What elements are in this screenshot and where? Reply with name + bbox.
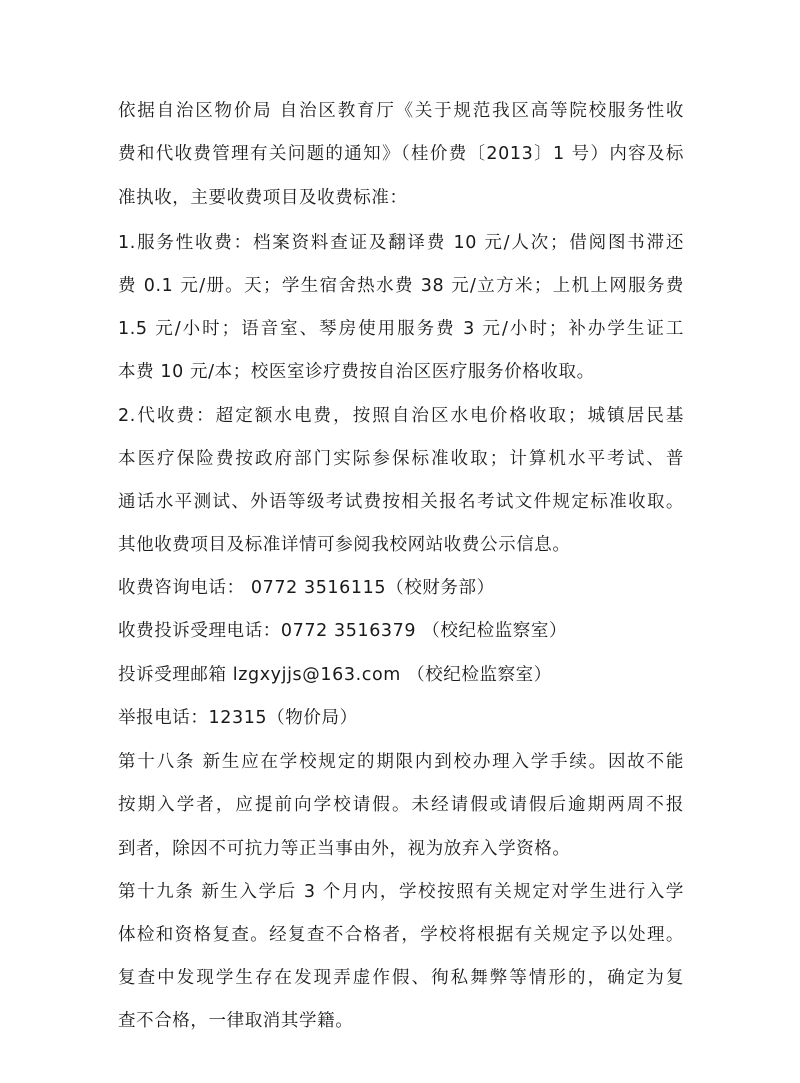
text-line: 依据自治区物价局 自治区教育厅《关于规范我区高等院校服务性收 [118, 101, 684, 121]
text-line: 1.5 元/小时；语音室、琴房使用服务费 3 元/小时；补办学生证工 [118, 319, 684, 339]
text-line: 1.服务性收费：档案资料查证及翻译费 10 元/人次；借阅图书滞还 [118, 233, 684, 253]
contact-complaint-phone: 收费投诉受理电话：0772 3516379 （校纪检监察室） [118, 621, 568, 641]
text-line: 到者，除因不可抗力等正当事由外，视为放弃入学资格。 [118, 839, 571, 859]
text-line: 本费 10 元/本；校医室诊疗费按自治区医疗服务价格收取。 [118, 362, 595, 382]
text-line: 复查中发现学生存在发现弄虚作假、徇私舞弊等情形的，确定为复 [118, 968, 684, 988]
text-line: 2.代收费：超定额水电费，按照自治区水电价格收取；城镇居民基 [118, 406, 684, 426]
text-line: 准执收，主要收费项目及收费标准： [118, 188, 408, 208]
text-line: 本医疗保险费按政府部门实际参保标准收取；计算机水平考试、普 [118, 449, 684, 469]
text-line: 费 0.1 元/册。天；学生宿舍热水费 38 元/立方米；上机上网服务费 [118, 276, 684, 296]
text-line: 第十九条 新生入学后 3 个月内，学校按照有关规定对学生进行入学 [118, 882, 684, 902]
text-line: 通话水平测试、外语等级考试费按相关报名考试文件规定标准收取。 [118, 492, 684, 512]
text-line: 费和代收费管理有关问题的通知》（桂价费〔2013〕1 号）内容及标 [118, 144, 684, 164]
text-line: 按期入学者，应提前向学校请假。未经请假或请假后逾期两周不报 [118, 795, 684, 815]
text-line: 查不合格，一律取消其学籍。 [118, 1011, 354, 1031]
contact-fee-inquiry: 收费咨询电话： 0772 3516115（校财务部） [118, 578, 495, 598]
text-line: 其他收费项目及标准详情可参阅我校网站收费公示信息。 [118, 535, 571, 555]
text-line: 第十八条 新生应在学校规定的期限内到校办理入学手续。因故不能 [118, 752, 684, 772]
contact-report-phone: 举报电话：12315（物价局） [118, 708, 358, 728]
contact-complaint-email: 投诉受理邮箱 lzgxyjjs@163.com （校纪检监察室） [118, 665, 552, 685]
text-line: 体检和资格复查。经复查不合格者，学校将根据有关规定予以处理。 [118, 925, 684, 945]
